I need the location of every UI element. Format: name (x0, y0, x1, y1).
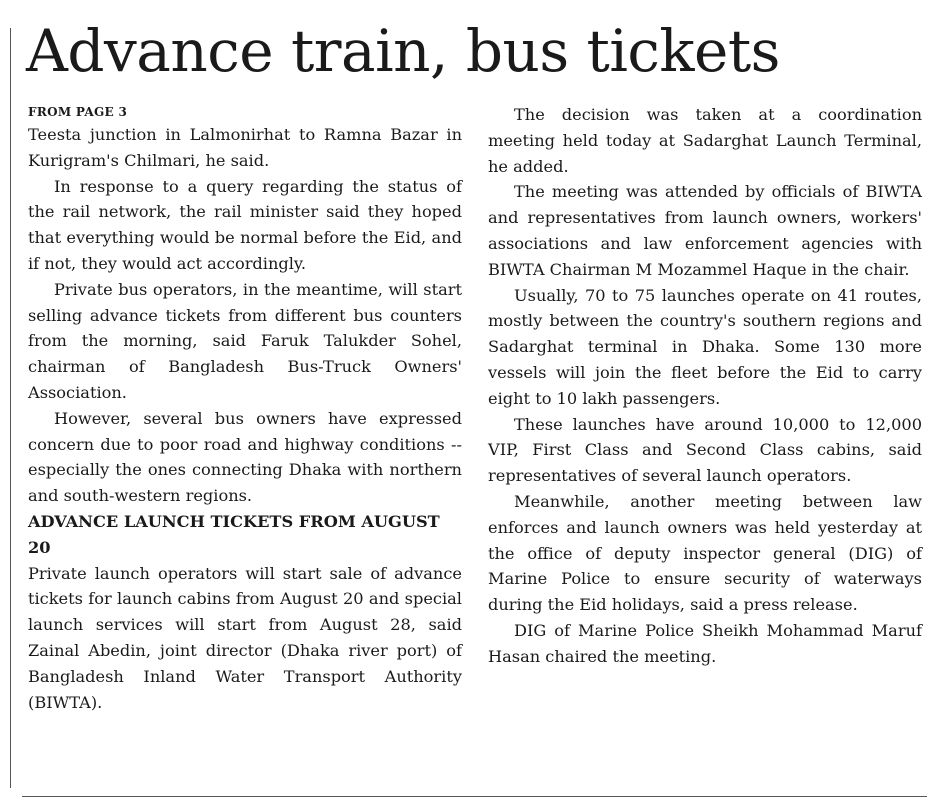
paragraph: The meeting was attended by officials of BIWTA and representatives from launch owners, workers' associations and law enforcement agencies with BIWTA Chairman M Mozammel Haque in the chair. (488, 182, 922, 279)
paragraph: Teesta junction in Lalmonirhat to Ramna Bazar in Kurigram's Chilmari, he said. (28, 125, 462, 170)
right-column (488, 102, 922, 670)
jump-label: FROM PAGE 3 (28, 105, 128, 119)
paragraph: However, several bus owners have expressed concern due to poor road and highway conditions -- especially the ones connecting Dhaka with northern and south-western regions. (28, 408, 462, 506)
subhead: ADVANCE LAUNCH TICKETS FROM AUGUST 20 (28, 511, 440, 557)
paragraph: Private launch operators will start sale of advance tickets for launch cabins from August 20 and special launch services will start from August 28, said Zainal Abedin, joint director (Dhaka river port) of Bangladesh Inland Water Transport Authority (BIWTA). (28, 563, 462, 712)
paragraph: Private bus operators, in the meantime, will start selling advance tickets from different bus counters from the morning, said Faruk Talukder Sohel, chairman of Bangladesh Bus-Truck Owners' Association. (28, 279, 462, 402)
paragraph: The decision was taken at a coordination meeting held today at Sadarghat Launch Terminal, he added. (488, 105, 922, 176)
bottom-rule (22, 796, 927, 797)
left-column-rule (10, 28, 11, 788)
paragraph: DIG of Marine Police Sheikh Mohammad Maruf Hasan chaired the meeting. (488, 620, 922, 666)
paragraph: Usually, 70 to 75 launches operate on 41 routes, mostly between the country's southern regions and Sadarghat terminal in Dhaka. Some 130 more vessels will join the fleet before the Eid to carry eight to 10 lakh passengers. (488, 285, 922, 408)
paragraph: Meanwhile, another meeting between law enforces and launch owners was held yesterday at the office of deputy inspector general (DIG) of Marine Police to ensure security of waterways during the Eid holidays, said a press release. (488, 491, 922, 615)
headline: Advance train, bus tickets (26, 17, 780, 85)
paragraph: In response to a query regarding the status of the rail network, the rail minister said they hoped that everything would be normal before the Eid, and if not, they would act accordingly. (28, 176, 462, 273)
left-column (28, 102, 462, 715)
paragraph: These launches have around 10,000 to 12,000 VIP, First Class and Second Class cabins, said representatives of several launch operators. (488, 414, 922, 486)
